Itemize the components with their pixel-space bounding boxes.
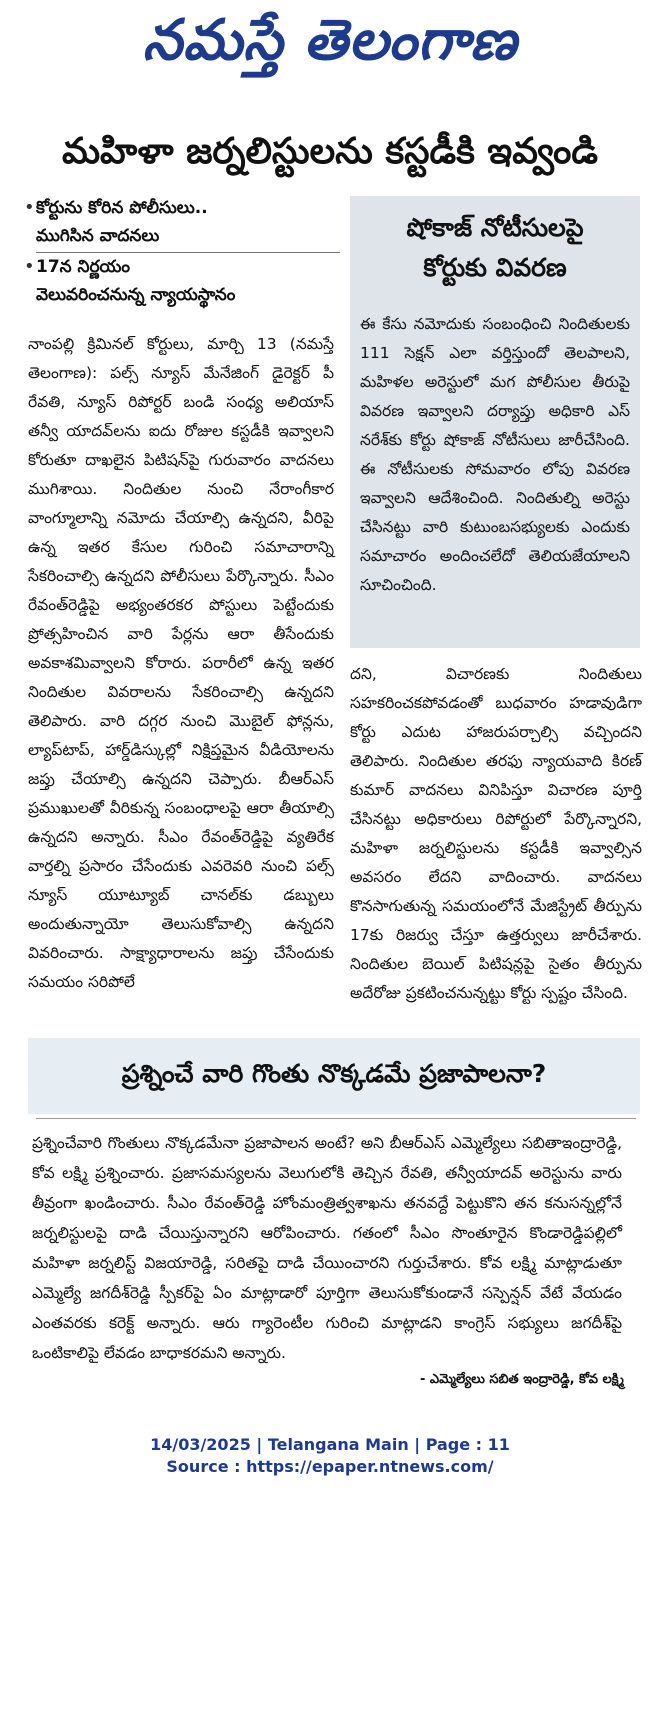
footer-source-link[interactable]: Source : https://epaper.ntnews.com/ [166,1457,494,1476]
divider [36,1118,636,1119]
story-heading: ప్రశ్నించే వారి గొంతు నొక్కడమే ప్రజాపాలనా? [121,1059,547,1088]
bullet-item [24,253,340,309]
article-column-left: నాంపల్లి క్రిమినల్ కోర్టులు, మార్చి 13 (నమస్తే తెలంగాణ): పల్స్ న్యూస్ మేనేజింగ్ డైరెక్టర్ పీ రేవతి, న్యూస్ రిపోర్టర్ బండి సంధ్య అలియాస్ తన్వీ యాదవ్‌లను ఐదు రోజుల కస్టడీకి ఇవ్వాలని కోరుతూ దాఖలైన పిటిషన్‌పై గురువారం వాదనలు ముగిశాయి. నిందితుల నుంచి నేరాంగీకార వాంగ్మూలాన్ని నమోదు చేయాల్సి ఉన్నదని, వీరిపై ఉన్న ఇతర కేసుల గురించి సమాచారాన్ని సేకరించాల్సి ఉన్నదని పోలీసులు పేర్కొన్నారు. సీఎం రేవంత్‌రెడ్డిపై అభ్యంతరకర పోస్టులు పెట్టేందుకు ప్రోత్సహించిన వారి పేర్లను ఆరా తీసేందుకు అవకాశమివ్వాలని కోరారు. పరారీలో ఉన్న ఇతర నిందితుల వివరాలను సేకరించాల్సి ఉన్నదని తెలిపారు. వారి దగ్గర నుంచి మొబైల్ ఫోన్లను, ల్యాప్‌టాప్, హార్డ్‌డిస్కుల్లో నిక్షిప్తమైన వీడియోలను జప్తు చేయాల్సి ఉన్నదని చెప్పారు. బీఆర్‌ఎస్ ప్రముఖులతో వీరికున్న సంబంధాలపై ఆరా తీయాల్సి ఉన్నదని అన్నారు. సీఎం రేవంత్‌రెడ్డిపై వ్యతిరేక వార్తల్ని ప్రసారం చేసేందుకు ఎవరెవరి నుంచి పల్స్ న్యూస్ యూట్యూబ్ చానల్‌కు డబ్బులు అందుతున్నాయో తెలుసుకోవాల్సి ఉన్నదని వివరించారు. సాక్ష్యాధారాలను జప్తు చేసేందుకు సమయం సరిపోలే [28,335,334,991]
bullet-list [24,194,340,309]
bullet-icon: • [24,256,35,277]
bullet-text: 17న నిర్ణయం [36,257,131,277]
box-heading-line2: కోర్టుకు వివరణ [423,253,567,282]
footer-date-line: 14/03/2025 | Telangana Main | Page : 11 [150,1435,510,1454]
article-column-right: దని, విచారణకు నిందితులు సహకరించకపోవడంతో బుధవారం హడావుడిగా కోర్టు ఎదుట హాజరుపర్చాల్సి వచ్చిందని తెలిపారు. నిందితుల తరఫు న్యాయవాది కిరణ్ కుమార్ వాదనలు వినిపిస్తూ విచారణ పూర్తి చేసినట్టు అధికారులు రిపోర్టులో పేర్కొన్నారని, మహిళా జర్నలిస్టులను కస్టడీకి ఇవ్వాల్సిన అవసరం లేదని వాదించారు. వాదనలు కొనసాగుతున్న సమయంలోనే మేజిస్ట్రేట్ తీర్పును 17కు రిజర్వు చేస్తూ ఉత్తర్వులు జారీచేశారు. నిందితుల బెయిల్ పిటిషన్లపై సైతం తీర్పును అదేరోజు ప్రకటించనున్నట్టు కోర్టు స్పష్టం చేసింది. [350,665,642,1002]
bullet-text: వెలువరించనున్న న్యాయస్థానం [36,285,236,305]
bullet-icon: • [24,197,35,218]
bullet-item [24,194,340,253]
story-body: ప్రశ్నించేవారి గొంతులు నొక్కడమేనా ప్రజాపాలన అంటే? అని బీఆర్‌ఎస్ ఎమ్మెల్యేలు సబితాఇంద్రారెడ్డి, కోవ లక్ష్మి ప్రశ్నించారు. ప్రజాసమస్యలను వెలుగులోకి తెచ్చిన రేవతి, తన్వీయాదవ్ అరెస్టును వారు తీవ్రంగా ఖండించారు. సీఎం రేవంత్‌రెడ్డి హోంమంత్రిత్వశాఖను తనవద్దే పెట్టుకొని తన కనుసన్నల్లోనే జర్నలిస్టులపై దాడి చేయిస్తున్నారని ఆరోపించారు. గతంలో సీఎం సొంతూరైన కొండారెడ్డిపల్లిలో మహిళా జర్నలిస్ట్ విజయారెడ్డి, సరితపై దాడి చేయించారని గుర్తుచేశారు. కోవ లక్ష్మి మాట్లాడుతూ ఎమ్మెల్యే జగదీశ్‌రెడ్డి స్పీకర్‌పై ఏం మాట్లాడారో పూర్తిగా తెలుసుకోకుండానే సస్పెన్షన్ వేటే వేయడం ఎంతవరకు కరెక్ట్ అన్నారు. ఆరు గ్యారెంటీల గురించి మాట్లాడని కాంగ్రెస్ సభ్యులు జగదీశ్‌పై ఒంటికాలిపై లేవడం బాధాకరమని అన్నారు. [32,1134,622,1362]
sidebar-box-show-cause [350,196,640,648]
bullet-text: ముగిసిన వాదనలు [36,226,160,246]
masthead-logo: నమస్తే తెలంగాణ [142,8,518,73]
bullet-text: కోర్టును కోరిన పోలీసులు.. [36,198,208,218]
footer [0,1434,660,1478]
headline: మహిళా జర్నలిస్టులను కస్టడీకి ఇవ్వండి [61,131,599,172]
box-heading [350,208,640,288]
box-body: ఈ కేసు నమోదుకు సంబంధించి నిందితులకు 111 సెక్షన్ ఎలా వర్తిస్తుందో తెలపాలని, మహిళల అరెస్టులో మగ పోలీసుల తీరుపై వివరణ ఇవ్వాలని దర్యాప్తు అధికారి ఎస్ నరేశ్‌కు కోర్టు షోకాజ్ నోటీసులు జారీచేసింది. ఈ నోటీసులకు సోమవారం లోపు వివరణ ఇవ్వాలని ఆదేశించింది. నిందితుల్ని అరెస్టు చేసినట్టు వారి కుటుంబసభ్యులకు ఎందుకు సమాచారం అందించలేదో తెలియజేయాలని సూచించింది. [360,315,630,594]
box-heading-line1: షోకాజ్ నోటీసులపై [406,213,584,242]
story-signature: - ఎమ్మెల్యేలు సబిత ఇంద్రారెడ్డి, కోవ లక్ష్మి [420,1372,624,1387]
